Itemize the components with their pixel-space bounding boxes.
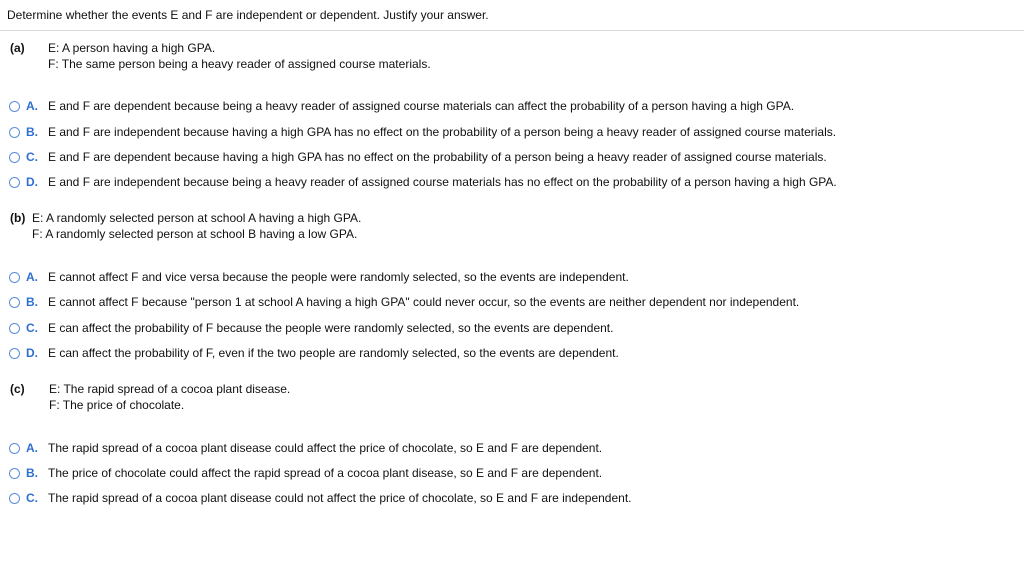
part-c-label: (c) [10, 382, 25, 396]
radio-button[interactable] [9, 177, 20, 188]
option-letter: B. [26, 125, 38, 139]
part-c-option-b[interactable] [9, 465, 602, 481]
radio-button[interactable] [9, 297, 20, 308]
radio-button[interactable] [9, 493, 20, 504]
option-letter: C. [26, 150, 38, 164]
part-b-option-c[interactable] [9, 320, 613, 336]
option-text[interactable]: E cannot affect F because "person 1 at school A having a high GPA" could never occur, so the events are neither dependent nor independent. [48, 295, 800, 309]
part-c-option-a[interactable] [9, 440, 602, 456]
part-a-label: (a) [10, 41, 25, 55]
radio-button[interactable] [9, 101, 20, 112]
radio-button[interactable] [9, 272, 20, 283]
radio-button[interactable] [9, 152, 20, 163]
option-text[interactable]: E and F are dependent because having a high GPA has no effect on the probability of a person being a heavy reader of assigned course materials. [48, 150, 827, 164]
option-letter: A. [26, 441, 38, 455]
option-text[interactable]: E and F are independent because being a heavy reader of assigned course materials has no effect on the probability of a person having a high GPA. [48, 175, 837, 189]
part-a-event-e: E: A person having a high GPA. [48, 41, 216, 55]
option-text[interactable]: The price of chocolate could affect the rapid spread of a cocoa plant disease, so E and F are dependent. [48, 466, 603, 480]
option-text[interactable]: E cannot affect F and vice versa because the people were randomly selected, so the events are independent. [48, 270, 629, 284]
radio-button[interactable] [9, 323, 20, 334]
option-text[interactable]: E and F are independent because having a high GPA has no effect on the probability of a person being a heavy reader of assigned course materials. [48, 125, 837, 139]
radio-button[interactable] [9, 348, 20, 359]
option-letter: C. [26, 321, 38, 335]
part-a-option-a[interactable] [9, 98, 794, 114]
part-b-event-f: F: A randomly selected person at school B having a low GPA. [32, 227, 358, 241]
radio-button[interactable] [9, 443, 20, 454]
part-a-option-b[interactable] [9, 124, 836, 140]
option-letter: C. [26, 491, 38, 505]
part-a-option-c[interactable] [9, 149, 827, 165]
part-c-event-e: E: The rapid spread of a cocoa plant disease. [49, 382, 291, 396]
option-letter: A. [26, 99, 38, 113]
part-c-option-c[interactable] [9, 490, 632, 506]
option-letter: B. [26, 466, 38, 480]
option-text[interactable]: The rapid spread of a cocoa plant disease could affect the price of chocolate, so E and F are dependent. [48, 441, 603, 455]
option-text[interactable]: E can affect the probability of F because the people were randomly selected, so the events are dependent. [48, 321, 614, 335]
part-b-event-e: E: A randomly selected person at school A having a high GPA. [32, 211, 362, 225]
part-b-option-b[interactable] [9, 294, 799, 310]
part-a-option-d[interactable] [9, 174, 837, 190]
part-c-event-f: F: The price of chocolate. [49, 398, 185, 412]
part-a-event-f: F: The same person being a heavy reader of assigned course materials. [48, 57, 431, 71]
option-letter: D. [26, 346, 38, 360]
option-letter: A. [26, 270, 38, 284]
radio-button[interactable] [9, 468, 20, 479]
option-text[interactable]: The rapid spread of a cocoa plant disease could not affect the price of chocolate, so E and F are independent. [48, 491, 632, 505]
option-text[interactable]: E can affect the probability of F, even if the two people are randomly selected, so the events are dependent. [48, 346, 619, 360]
option-letter: D. [26, 175, 38, 189]
option-letter: B. [26, 295, 38, 309]
divider [0, 30, 1024, 31]
option-text[interactable]: E and F are dependent because being a heavy reader of assigned course materials can affect the probability of a person having a high GPA. [48, 99, 795, 113]
radio-button[interactable] [9, 127, 20, 138]
question-prompt: Determine whether the events E and F are independent or dependent. Justify your answer. [7, 8, 489, 22]
part-b-option-a[interactable] [9, 269, 629, 285]
part-b-option-d[interactable] [9, 345, 619, 361]
part-b-label: (b) [10, 211, 26, 225]
